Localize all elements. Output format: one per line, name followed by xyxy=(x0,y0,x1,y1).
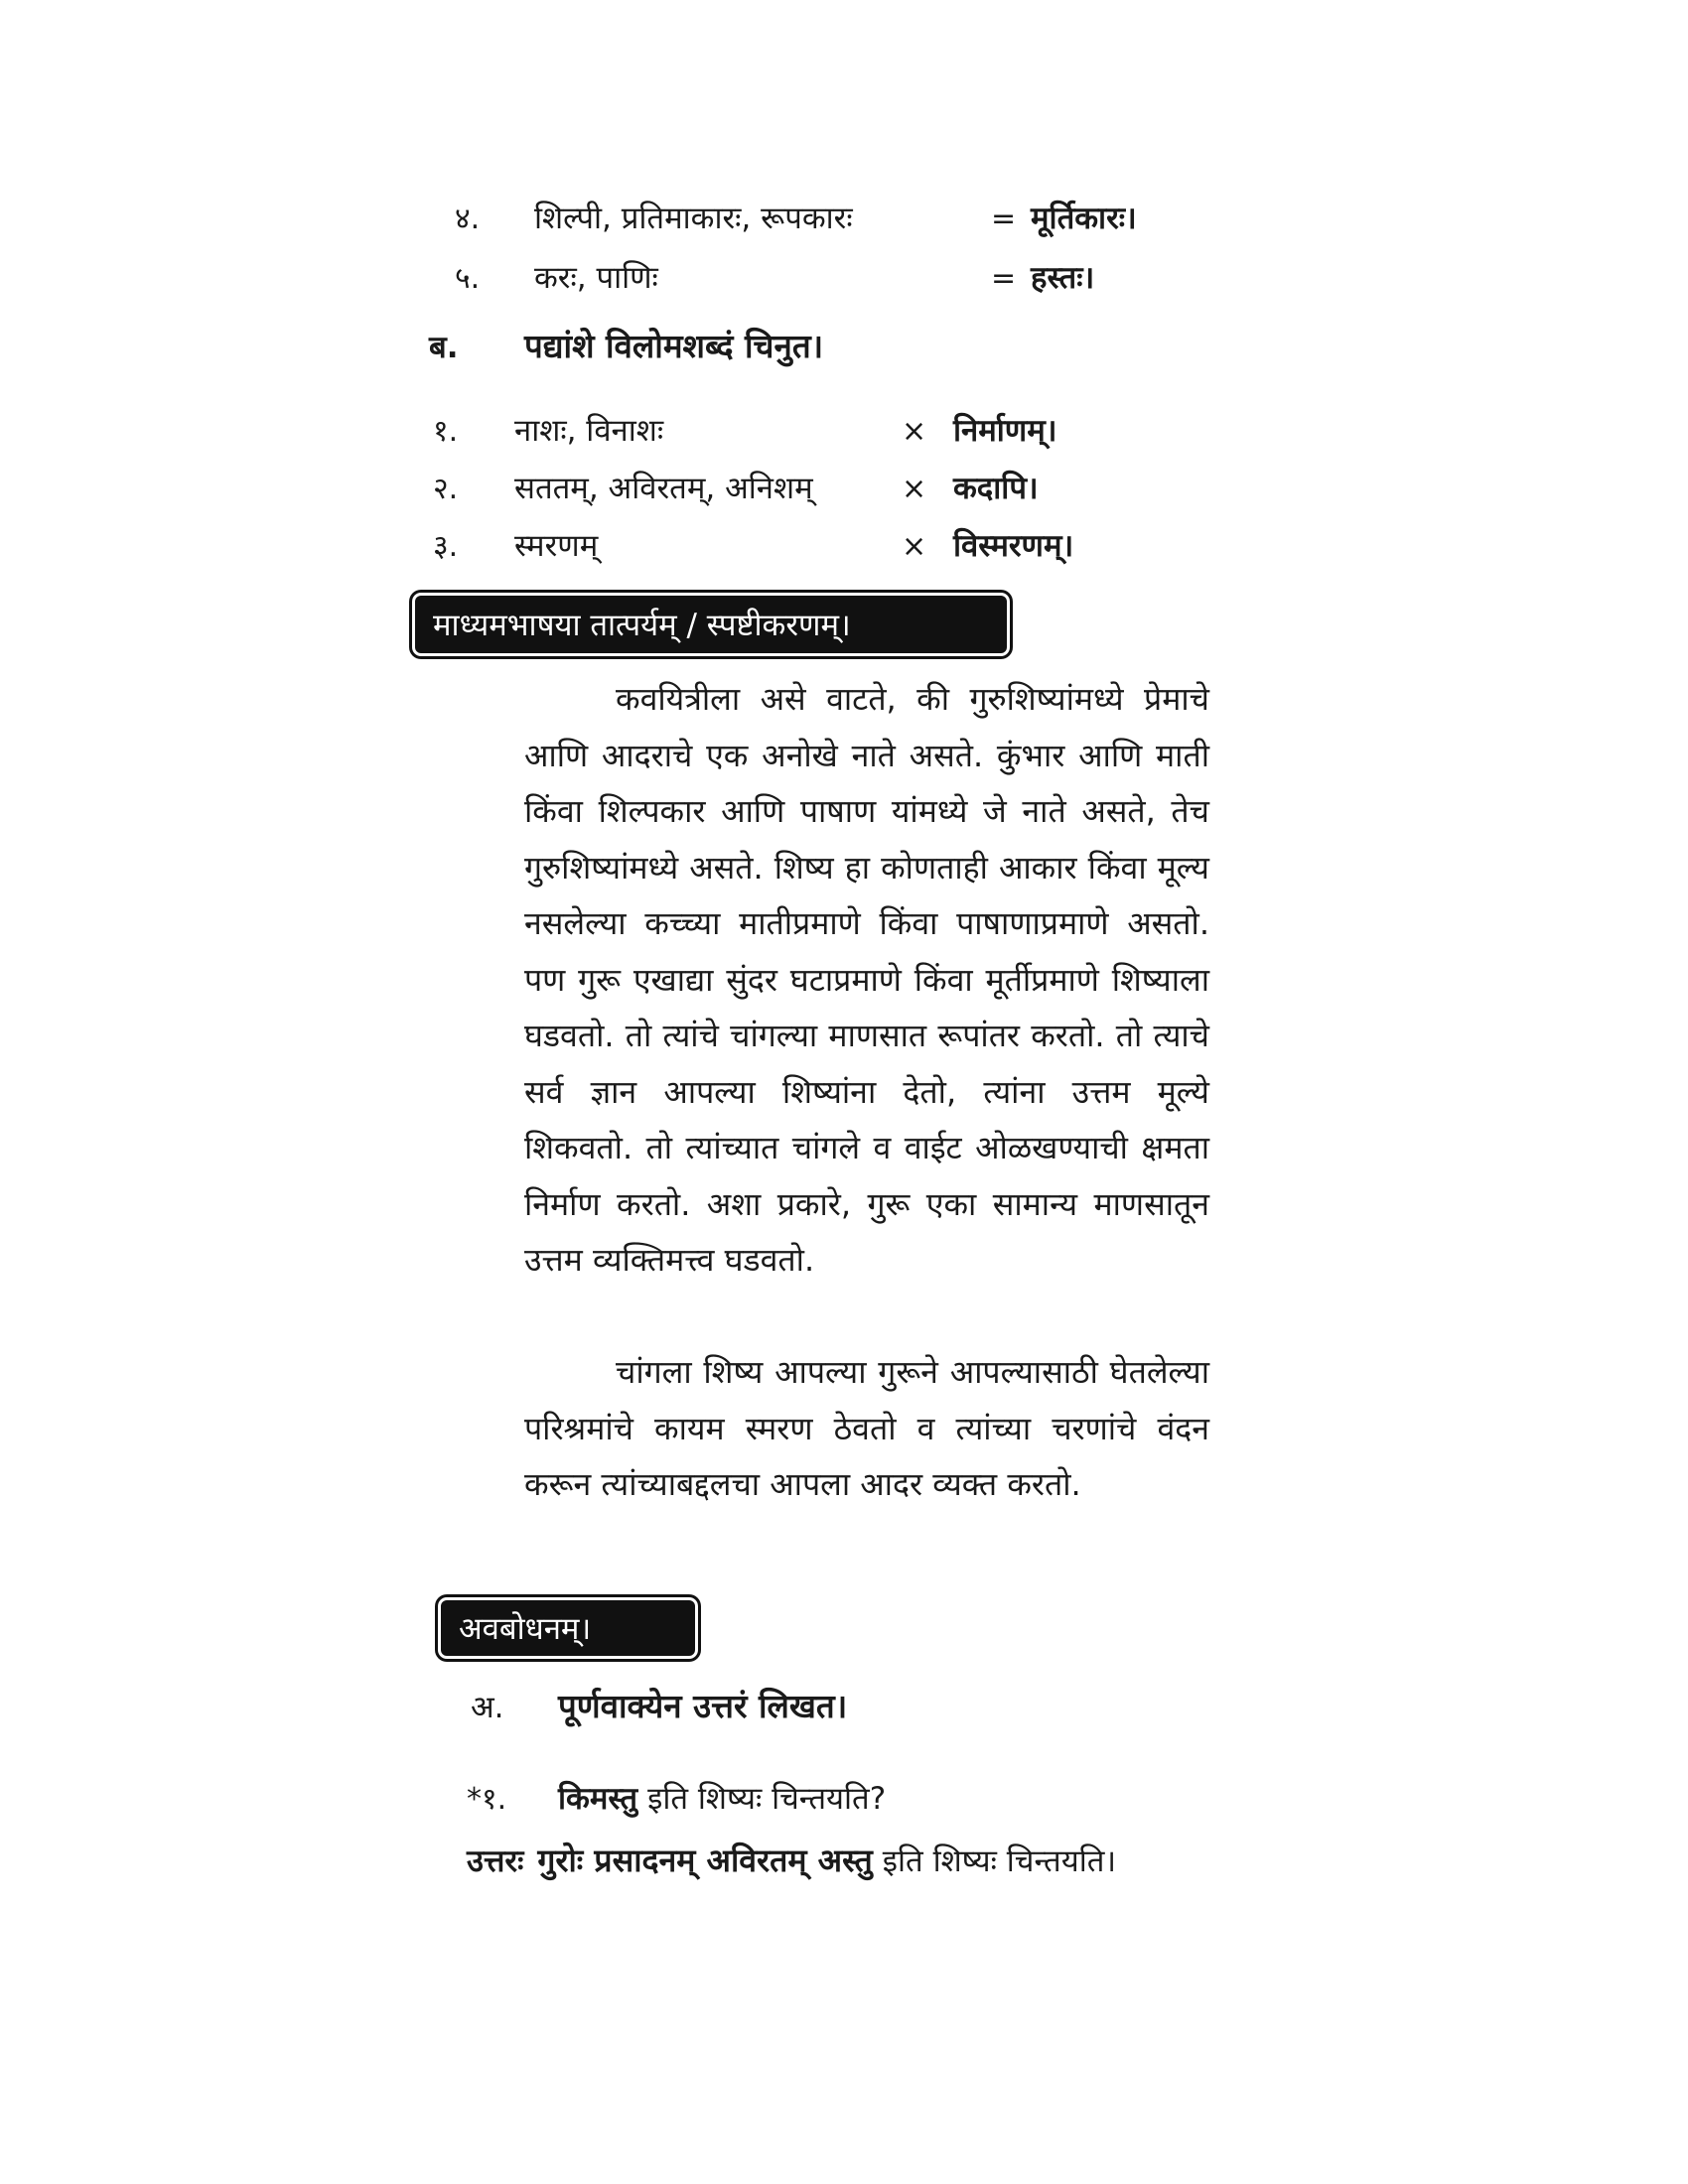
explanation-paragraph: चांगला शिष्य आपल्या गुरूने आपल्यासाठी घेतलेल्या परिश्रमांचे कायम स्मरण ठेवतो व त्यांच्या चरणांचे वंदन करून त्यांच्याबद्दलचा आपला आदर व्यक्त करतो. xyxy=(524,1353,1209,1503)
answer-row xyxy=(467,1839,1116,1881)
antonym-answer: निर्माणम्। xyxy=(953,413,1057,449)
synonym-row xyxy=(455,256,1094,298)
question-keyword: किमस्तु xyxy=(558,1781,638,1817)
antonym-row xyxy=(433,524,1073,566)
item-number: ३. xyxy=(433,529,459,564)
section-label: ब. xyxy=(429,330,459,365)
item-number: २. xyxy=(433,472,459,506)
answer-keyphrase: गुरोः प्रसादनम् अविरतम् अस्तु xyxy=(537,1842,873,1879)
cross-sign: × xyxy=(902,529,927,564)
section-heading-antonyms xyxy=(429,323,823,367)
antonym-row xyxy=(433,409,1057,451)
item-number: ४. xyxy=(455,202,481,236)
antonym-words: नाशः, विनाशः xyxy=(514,413,664,449)
antonym-answer: विस्मरणम्। xyxy=(953,528,1074,564)
item-number: ५. xyxy=(455,261,481,296)
synonym-answer: मूर्तिकारः। xyxy=(1031,201,1137,236)
section-label: अ. xyxy=(471,1690,504,1725)
cross-sign: × xyxy=(902,414,927,449)
cross-sign: × xyxy=(902,472,927,506)
explanation-paragraph: कवयित्रीला असे वाटते, की गुरुशिष्यांमध्ये प्रेमाचे आणि आदराचे एक अनोखे नाते असते. कुंभार आणि माती किंवा शिल्पकार आणि पाषाण यांमध्ये जे नाते असते, तेच गुरुशिष्यांमध्ये असते. शिष्य हा कोणताही आकार किंवा मूल्य नसलेल्या कच्च्या मातीप्रमाणे किंवा पाषाणाप्रमाणे असतो. पण गुरू एखाद्या सुंदर घटाप्रमाणे किंवा मूर्तीप्रमाणे शिष्याला घडवतो. तो त्यांचे चांगल्या माणसात रूपांतर करतो. तो त्याचे सर्व ज्ञान आपल्या शिष्यांना देतो, त्यांना उत्तम मूल्ये शिकवतो. तो त्यांच्यात चांगले व वाईट ओळखण्याची क्षमता निर्माण करतो. अशा प्रकारे, गुरू एका सामान्य माणसातून उत्तम व्यक्तिमत्त्व घडवतो. xyxy=(524,680,1209,1279)
item-number: १. xyxy=(433,414,459,449)
section-heading-answer xyxy=(471,1683,847,1727)
synonym-row xyxy=(455,197,1137,238)
antonym-words: स्मरणम् xyxy=(514,528,599,564)
question-row xyxy=(467,1777,886,1819)
antonym-row xyxy=(433,467,1039,508)
section-title: पद्यांशे विलोमशब्दं चिनुत। xyxy=(524,327,824,365)
synonym-words: करः, पाणिः xyxy=(534,260,658,296)
antonym-words: सततम्, अविरतम्, अनिशम् xyxy=(514,471,813,506)
synonym-answer: हस्तः। xyxy=(1031,260,1095,296)
section-title: पूर्णवाक्येन उत्तरं लिखत। xyxy=(558,1687,848,1725)
answer-label: उत्तरः xyxy=(467,1843,524,1879)
synonym-words: शिल्पी, प्रतिमाकारः, रूपकारः xyxy=(534,201,853,236)
equals-sign: = xyxy=(991,202,1017,236)
equals-sign: = xyxy=(991,261,1017,296)
comprehension-banner: अवबोधनम्। xyxy=(441,1600,695,1656)
question-number: *१. xyxy=(467,1782,507,1817)
question-text: इति शिष्यः चिन्तयति? xyxy=(647,1781,887,1817)
answer-text: इति शिष्यः चिन्तयति। xyxy=(882,1843,1117,1879)
explanation-banner: माध्यमभाषया तात्पर्यम् / स्पष्टीकरणम्। xyxy=(415,596,1007,653)
antonym-answer: कदापि। xyxy=(953,471,1039,506)
